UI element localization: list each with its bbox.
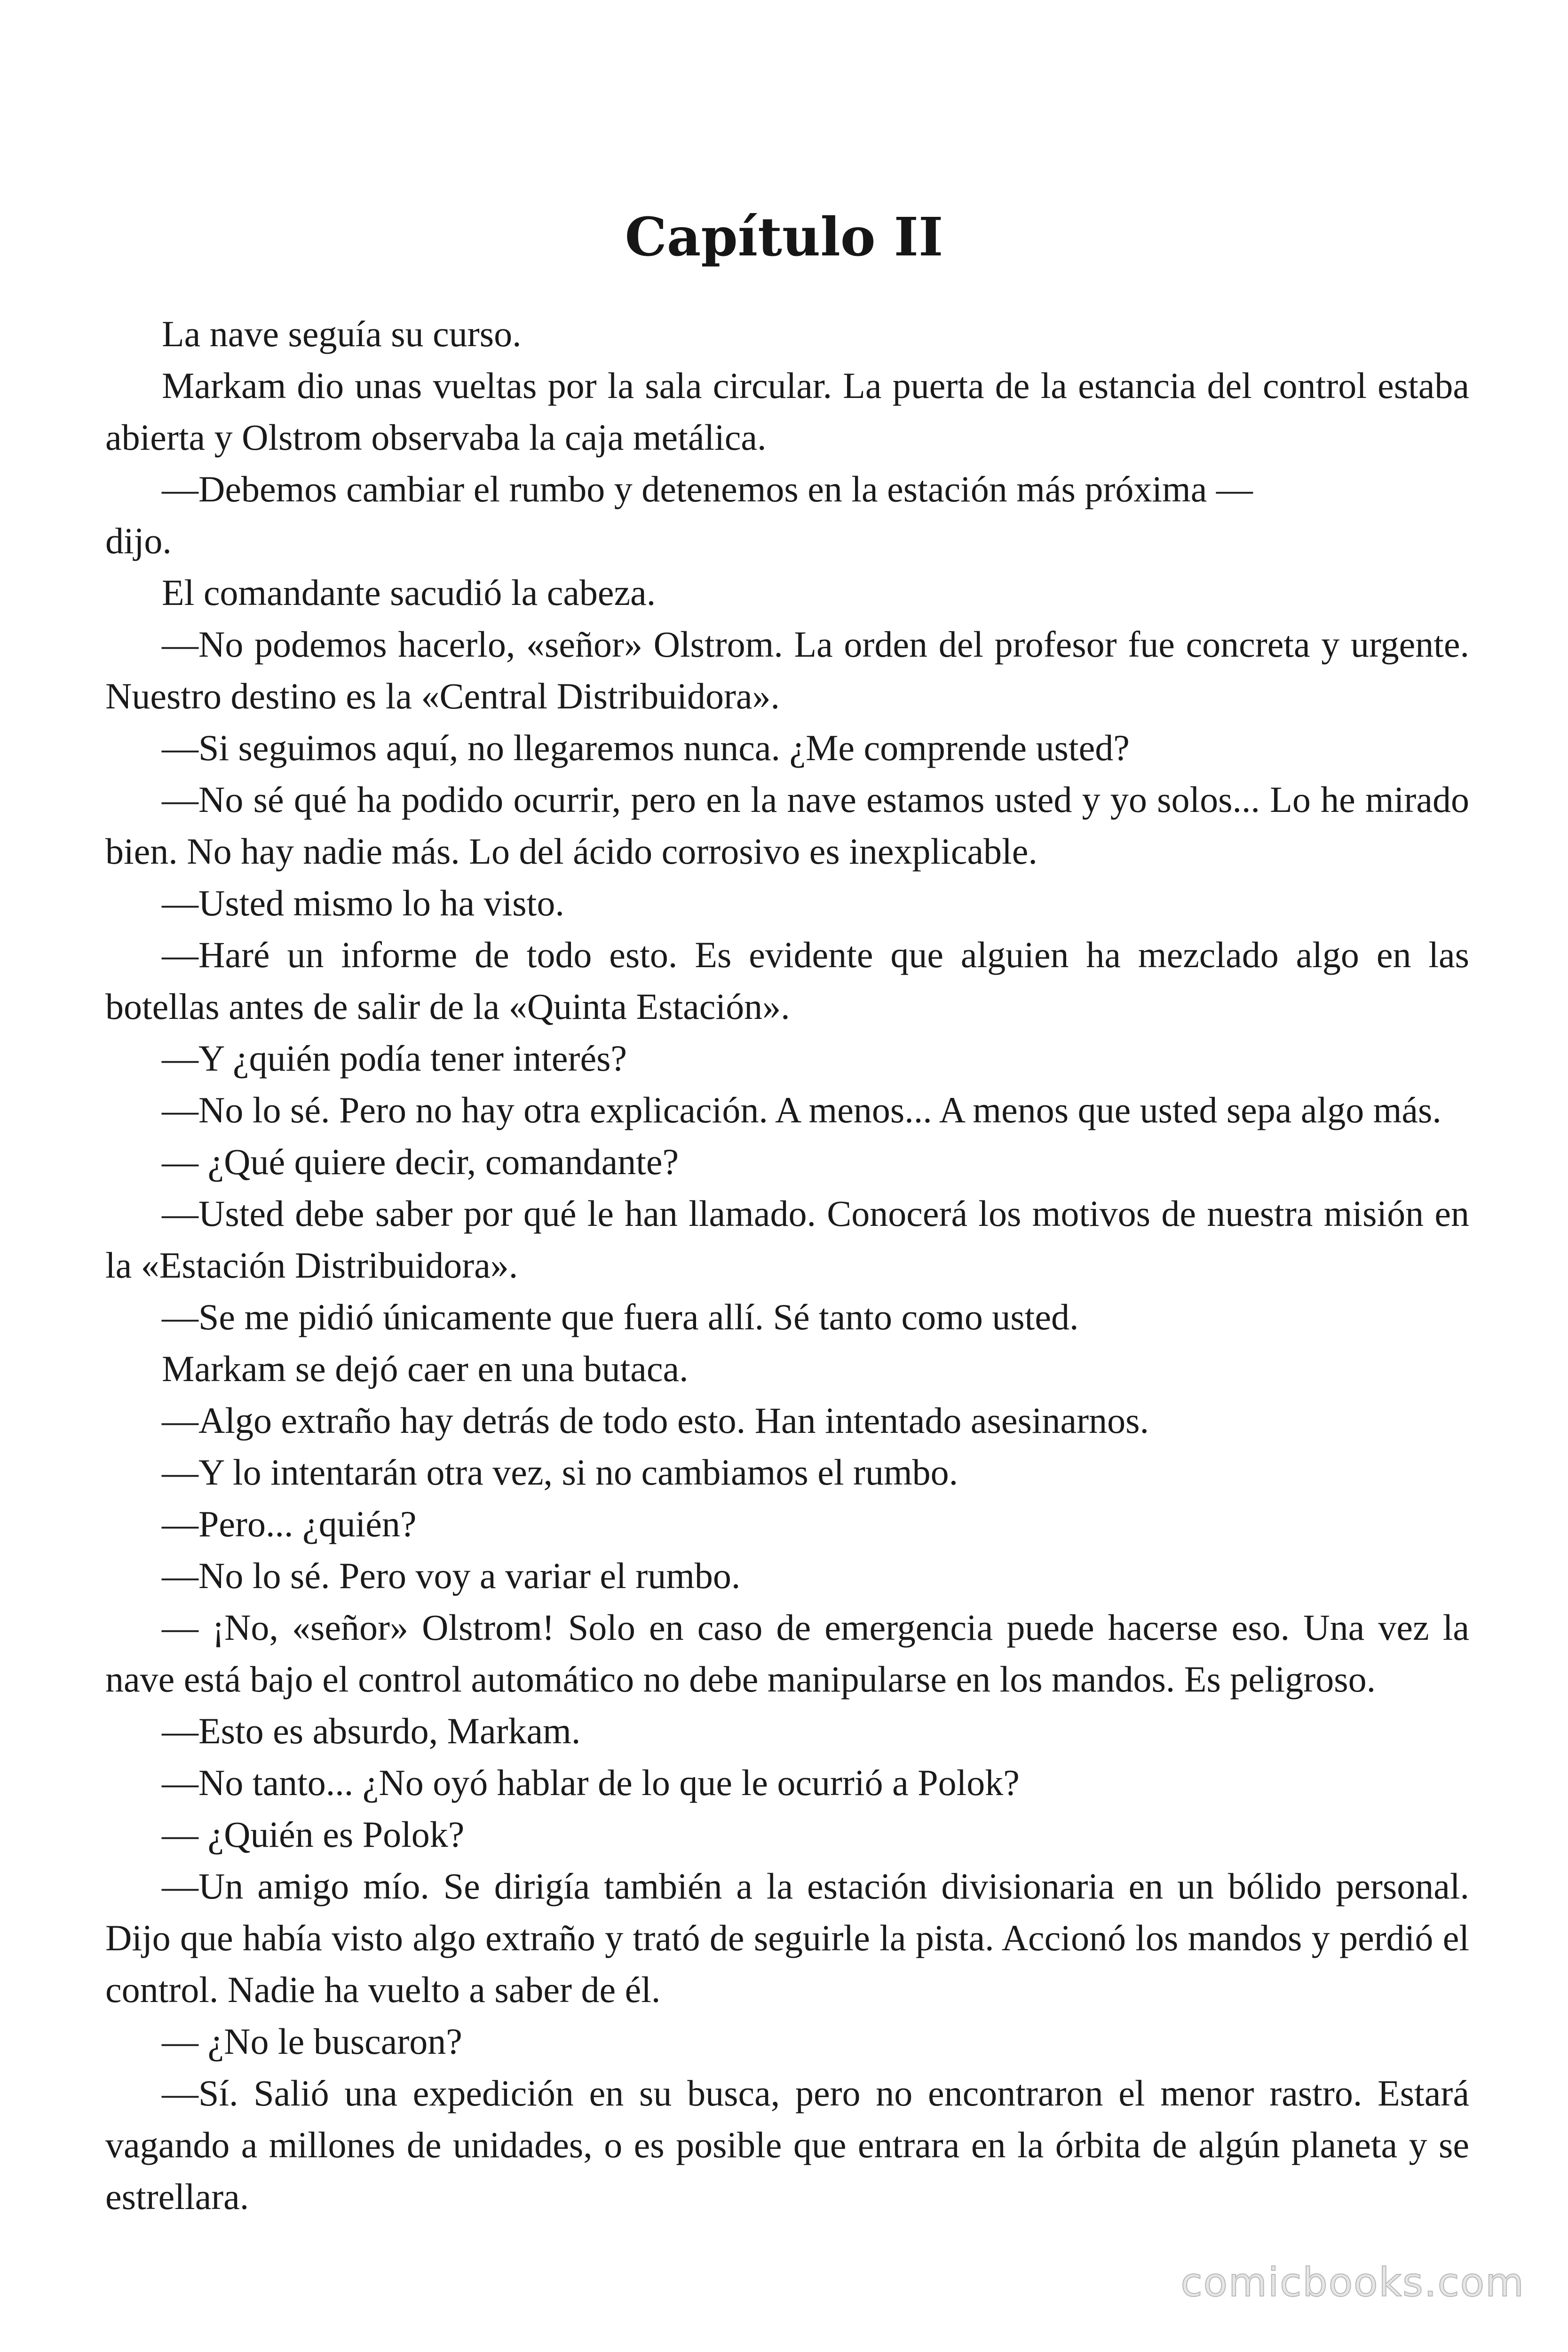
paragraph: —Y ¿quién podía tener interés? bbox=[162, 1038, 627, 1079]
paragraph: —Y lo intentarán otra vez, si no cambiamos el rumbo. bbox=[162, 1452, 958, 1493]
paragraph: —Esto es absurdo, Markam. bbox=[162, 1710, 581, 1751]
paragraph: —Si seguimos aquí, no llegaremos nunca. ¿Me comprende usted? bbox=[162, 727, 1130, 768]
paragraph: — ¿Quién es Polok? bbox=[162, 1814, 465, 1855]
paragraph: — ¿No le buscaron? bbox=[162, 2021, 462, 2062]
paragraph: —No lo sé. Pero no hay otra explicación. A menos... A menos que usted sepa algo más. bbox=[162, 1089, 1441, 1130]
paragraph: —Debemos cambiar el rumbo y detenemos en la estación más próxima — dijo. bbox=[105, 469, 1253, 561]
paragraph: La nave seguía su curso. bbox=[162, 313, 522, 354]
paragraph: —Un amigo mío. Se dirigía también a la estación divisionaria en un bólido personal. Dijo que había visto algo extraño y trató de seguirle la pista. Accionó los mandos y perdió el control. Nadie ha vuelto a saber de él. bbox=[105, 1866, 1469, 2010]
watermark-logo: comicbooks.com bbox=[1180, 2259, 1525, 2305]
paragraph: —No tanto... ¿No oyó hablar de lo que le ocurrió a Polok? bbox=[162, 1762, 1020, 1803]
paragraph: —Pero... ¿quién? bbox=[162, 1503, 417, 1544]
chapter-body bbox=[105, 308, 1469, 2223]
paragraph: —No podemos hacerlo, «señor» Olstrom. La orden del profesor fue concreta y urgente. Nuestro destino es la «Central Distribuidora». bbox=[105, 624, 1469, 716]
paragraph: —Usted mismo lo ha visto. bbox=[162, 882, 564, 923]
paragraph: Markam se dejó caer en una butaca. bbox=[162, 1348, 689, 1389]
paragraph: — ¡No, «señor» Olstrom! Solo en caso de emergencia puede hacerse eso. Una vez la nave está bajo el control automático no debe manipularse en los mandos. Es peligroso. bbox=[105, 1607, 1469, 1700]
chapter-title: Capítulo II bbox=[625, 207, 943, 268]
paragraph: —Se me pidió únicamente que fuera allí. Sé tanto como usted. bbox=[162, 1296, 1079, 1337]
paragraph: —No sé qué ha podido ocurrir, pero en la nave estamos usted y yo solos... Lo he mirado bien. No hay nadie más. Lo del ácido corrosivo es inexplicable. bbox=[105, 779, 1469, 872]
paragraph: —No lo sé. Pero voy a variar el rumbo. bbox=[162, 1555, 741, 1596]
paragraph: — ¿Qué quiere decir, comandante? bbox=[162, 1141, 679, 1182]
paragraph: —Usted debe saber por qué le han llamado. Conocerá los motivos de nuestra misión en la «Estación Distribuidora». bbox=[105, 1193, 1469, 1286]
paragraph: —Algo extraño hay detrás de todo esto. Han intentado asesinarnos. bbox=[162, 1400, 1149, 1441]
paragraph: Markam dio unas vueltas por la sala circular. La puerta de la estancia del control estaba abierta y Olstrom observaba la caja metálica. bbox=[105, 365, 1469, 458]
paragraph: El comandante sacudió la cabeza. bbox=[162, 572, 656, 613]
paragraph: —Haré un informe de todo esto. Es evidente que alguien ha mezclado algo en las botellas antes de salir de la «Quinta Estación». bbox=[105, 934, 1469, 1027]
paragraph: —Sí. Salió una expedición en su busca, pero no encontraron el menor rastro. Estará vagando a millones de unidades, o es posible que entrara en la órbita de algún planeta y se estrellara. bbox=[105, 2073, 1469, 2217]
